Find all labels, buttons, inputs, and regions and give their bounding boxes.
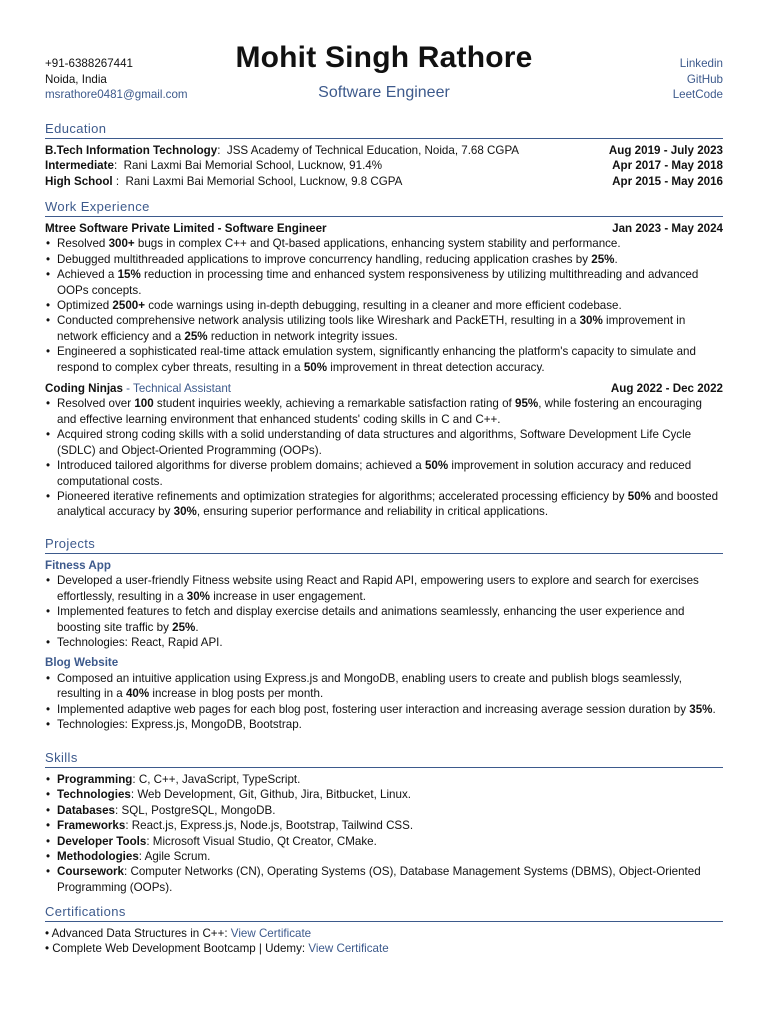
education-section (45, 120, 723, 189)
skills-list (45, 772, 723, 895)
view-certificate-link[interactable]: View Certificate (230, 927, 312, 940)
list-item: • Programming: C, C++, JavaScript, TypeScript. (45, 772, 723, 787)
job-bullets (45, 236, 723, 375)
list-item: • Technologies: Express.js, MongoDB, Bootstrap. (45, 717, 723, 732)
list-item: • Developed a user-friendly Fitness website using React and Rapid API, empowering users to explore and search for exercises effortlessly, resulting in a 30% increase in user engagement. (45, 573, 723, 604)
certification-item (45, 926, 723, 941)
name-block (45, 40, 723, 103)
education-dates: Aug 2019 - July 2023 (608, 144, 723, 157)
skills-section (45, 749, 723, 895)
project-title: Fitness App (45, 559, 111, 572)
list-item: • Technologies: React, Rapid API. (45, 635, 723, 650)
list-item: • Databases: SQL, PostgreSQL, MongoDB. (45, 803, 723, 818)
list-item: • Pioneered iterative refinements and optimization strategies for algorithms; accelerated processing efficiency by 50% and boosted analytical accuracy by 30%, ensuring superior performance and reliability in critical applications. (45, 489, 723, 520)
list-item: • Debugged multithreaded applications to improve concurrency handling, reducing application crashes by 25%. (45, 252, 723, 267)
email-link[interactable]: msrathore0481@gmail.com (45, 88, 188, 102)
degree-name: High School (45, 174, 113, 188)
job-company-title: Mtree Software Private Limited - Software Engineer (45, 222, 327, 235)
list-item: • Acquired strong coding skills with a solid understanding of data structures and algorithms, Software Development Life Cycle (SDLC) and Object-Oriented Programming (OOPs). (45, 427, 723, 458)
certification-name: • Advanced Data Structures in C++: (45, 927, 231, 940)
separator: : (113, 159, 118, 173)
section-title-education: Education (45, 120, 723, 139)
separator: : (217, 144, 221, 157)
list-item: • Implemented features to fetch and display exercise details and animations seamlessly, enhancing the user experience and boosting site traffic by 25%. (45, 604, 723, 635)
separator: : (112, 174, 120, 188)
education-row (45, 174, 723, 189)
education-row (45, 143, 723, 158)
certification-name: • Complete Web Development Bootcamp | Udemy: (45, 942, 309, 956)
education-dates: Apr 2017 - May 2018 (612, 159, 723, 173)
list-item: • Resolved over 100 student inquiries weekly, achieving a remarkable satisfaction rating of 95%, while fostering an encouraging and effective learning environment that enhanced students' coding skills in C and C++. (45, 396, 723, 427)
list-item: • Composed an intuitive application using Express.js and MongoDB, enabling users to create and publish blogs seamlessly, resulting in a 40% increase in blog posts per month. (45, 671, 723, 702)
list-item: • Frameworks: React.js, Express.js, Node.js, Bootstrap, Tailwind CSS. (45, 818, 723, 833)
job-position: Technical Assistant (133, 382, 231, 396)
phone-number: +91-6388267441 (45, 57, 134, 70)
education-row (45, 158, 723, 173)
education-detail: Rani Laxmi Bai Memorial School, Lucknow, 91.4% (123, 159, 383, 173)
project-title: Blog Website (45, 656, 119, 670)
location: Noida, India (45, 72, 107, 86)
job-header (45, 381, 723, 396)
degree-name: B.Tech Information Technology (45, 144, 218, 157)
github-link[interactable]: GitHub (686, 72, 723, 86)
degree-name: Intermediate (45, 159, 114, 173)
separator: - (122, 382, 134, 396)
list-item: • Implemented adaptive web pages for each blog post, fostering user interaction and increasing average session duration by 35%. (45, 702, 723, 717)
certifications-section (45, 903, 723, 957)
job-header (45, 221, 723, 236)
resume-header (45, 40, 723, 108)
list-item: • Methodologies: Agile Scrum. (45, 849, 723, 864)
section-title-work: Work Experience (45, 198, 723, 217)
candidate-name: Mohit Singh Rathore (235, 41, 533, 74)
list-item: • Achieved a 15% reduction in processing time and enhanced system responsiveness by utilizing multithreading and advanced OOPs concepts. (45, 267, 723, 298)
list-item: • Introduced tailored algorithms for diverse problem domains; achieved a 50% improvement in solution accuracy and reduced computational costs. (45, 458, 723, 489)
profile-links (673, 56, 723, 103)
linkedin-link[interactable]: Linkedin (679, 57, 723, 70)
job-bullets (45, 396, 723, 519)
section-title-projects: Projects (45, 535, 723, 554)
candidate-role: Software Engineer (318, 84, 450, 101)
work-experience-section (45, 198, 723, 520)
list-item: • Optimized 2500+ code warnings using in-depth debugging, resulting in a cleaner and more efficient codebase. (45, 298, 723, 313)
job-dates: Jan 2023 - May 2024 (612, 222, 723, 235)
list-item: • Conducted comprehensive network analysis utilizing tools like Wireshark and PackETH, resulting in a 30% improvement in network efficiency and a 25% reduction in network integrity issues. (45, 313, 723, 344)
education-dates: Apr 2015 - May 2016 (612, 174, 723, 188)
education-detail: JSS Academy of Technical Education, Noida, 7.68 CGPA (226, 144, 520, 157)
education-detail: Rani Laxmi Bai Memorial School, Lucknow, 9.8 CGPA (125, 174, 403, 188)
project-bullets (45, 671, 723, 733)
list-item: • Coursework: Computer Networks (CN), Operating Systems (OS), Database Management Systems (DBMS), Object-Oriented Programming (OOPs). (45, 864, 723, 895)
project-bullets (45, 573, 723, 650)
section-title-skills: Skills (45, 749, 723, 768)
list-item: • Developer Tools: Microsoft Visual Studio, Qt Creator, CMake. (45, 834, 723, 849)
job-dates: Aug 2022 - Dec 2022 (610, 382, 723, 396)
projects-section (45, 535, 723, 732)
list-item: • Technologies: Web Development, Git, Github, Jira, Bitbucket, Linux. (45, 787, 723, 802)
section-title-certifications: Certifications (45, 903, 723, 922)
list-item: • Engineered a sophisticated real-time attack emulation system, significantly enhancing the platform's capacity to simulate and respond to complex cyber threats, resulting in a 50% improvement in threat detection accuracy. (45, 344, 723, 375)
leetcode-link[interactable]: LeetCode (672, 88, 723, 102)
view-certificate-link[interactable]: View Certificate (308, 942, 389, 956)
certification-item (45, 941, 723, 956)
list-item: • Resolved 300+ bugs in complex C++ and Qt-based applications, enhancing system stability and performance. (45, 236, 723, 251)
job-company: Coding Ninjas (45, 382, 123, 396)
